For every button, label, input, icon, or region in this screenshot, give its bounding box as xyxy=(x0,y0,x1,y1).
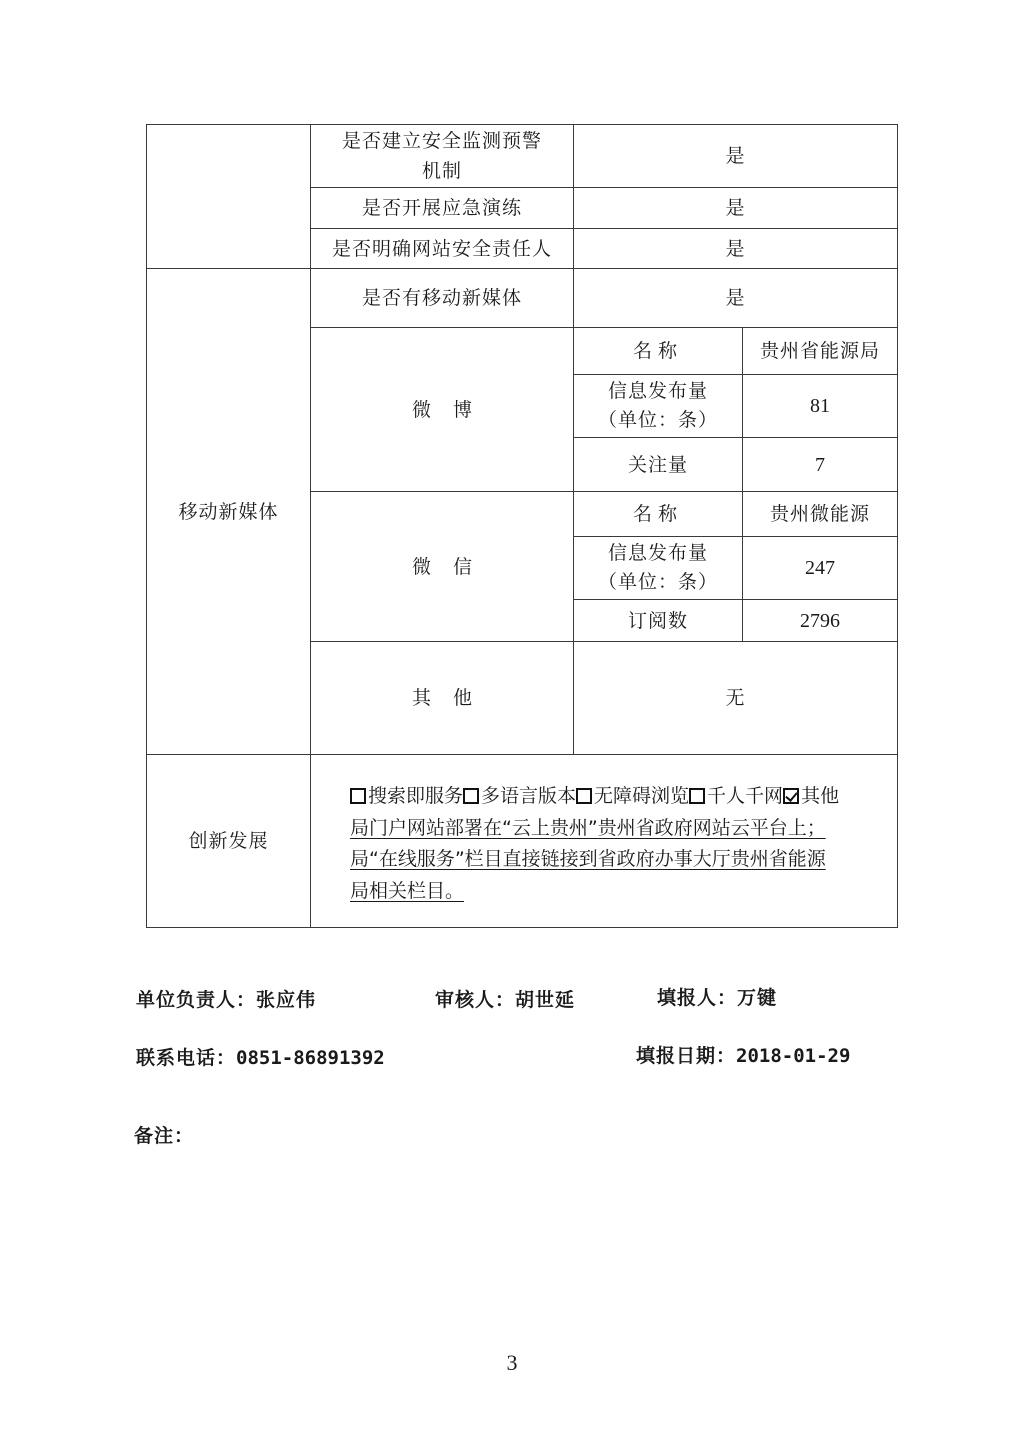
option-personalized: 千人千网 xyxy=(707,785,784,807)
wechat-posts-label xyxy=(574,537,742,599)
weibo-followers-label: 关注量 xyxy=(627,453,688,476)
remarks-label: 备注： xyxy=(134,1125,195,1147)
weibo-name-label: 名称 xyxy=(632,340,683,362)
wechat-subscribers-value: 2796 xyxy=(800,609,840,632)
date-value: 2018-01-29 xyxy=(736,1045,851,1067)
reviewer-label: 审核人： xyxy=(435,989,516,1011)
wechat-posts-value: 247 xyxy=(805,557,835,579)
date-label: 填报日期： xyxy=(636,1045,737,1067)
weibo-posts-value: 81 xyxy=(810,395,830,417)
innovation-options-line xyxy=(350,781,890,813)
unit-head-value: 张应伟 xyxy=(256,989,317,1011)
wechat-name-value: 贵州微能源 xyxy=(769,503,870,525)
wechat-subscribers-label: 订阅数 xyxy=(627,609,688,632)
monitoring-value: 是 xyxy=(725,145,746,167)
fill-date xyxy=(636,1041,850,1068)
option-accessibility: 无障碍浏览 xyxy=(594,785,690,807)
option-multilingual: 多语言版本 xyxy=(481,785,577,807)
unit-head-label: 单位负责人： xyxy=(136,989,257,1011)
weibo-name-value: 贵州省能源局 xyxy=(759,340,880,362)
monitoring-label-line2: 机制 xyxy=(421,160,462,182)
page-number: 3 xyxy=(506,1350,518,1375)
has-media-value: 是 xyxy=(725,287,746,309)
checkbox-search-service[interactable] xyxy=(350,788,366,804)
reviewer-value: 胡世延 xyxy=(515,989,576,1011)
weibo-posts-label-line2: （单位：条） xyxy=(597,409,718,431)
other-media-value: 无 xyxy=(725,687,746,709)
monitoring-label xyxy=(311,125,573,187)
phone-label: 联系电话： xyxy=(136,1047,237,1069)
innovation-section-label: 创新发展 xyxy=(188,830,269,852)
unit-head xyxy=(136,985,316,1012)
has-media-label: 是否有移动新媒体 xyxy=(361,287,522,309)
table-border xyxy=(897,124,898,927)
option-search-service: 搜索即服务 xyxy=(368,785,464,807)
wechat-posts-label-line1: 信息发布量 xyxy=(607,542,708,564)
filler-value: 万键 xyxy=(737,987,778,1009)
phone-value: 0851-86891392 xyxy=(236,1047,385,1069)
weibo-followers-value: 7 xyxy=(815,453,825,476)
drill-value: 是 xyxy=(725,197,746,219)
mobile-section-label: 移动新媒体 xyxy=(178,500,279,523)
responsible-value: 是 xyxy=(725,237,746,260)
contact-phone xyxy=(136,1043,385,1070)
wechat-label: 微信 xyxy=(411,555,494,578)
weibo-label: 微博 xyxy=(411,398,494,421)
checkbox-personalized[interactable] xyxy=(689,788,705,804)
innovation-other-text-line3: 局相关栏目。 xyxy=(350,879,465,902)
wechat-name-label: 名称 xyxy=(632,503,683,525)
wechat-posts-label-line2: （单位：条） xyxy=(597,571,718,593)
checkbox-other[interactable] xyxy=(783,788,799,804)
drill-label: 是否开展应急演练 xyxy=(361,197,522,219)
innovation-other-text-line2: 局“在线服务”栏目直接链接到省政府办事大厅贵州省能源 xyxy=(350,848,826,870)
table-border xyxy=(146,927,898,928)
checkbox-multilingual[interactable] xyxy=(463,788,479,804)
weibo-posts-label-line1: 信息发布量 xyxy=(607,380,708,402)
reviewer xyxy=(435,985,575,1012)
monitoring-label-line1: 是否建立安全监测预警 xyxy=(341,130,542,152)
remarks xyxy=(134,1121,194,1148)
filler xyxy=(657,983,777,1010)
innovation-content xyxy=(350,781,890,907)
checkbox-accessibility[interactable] xyxy=(576,788,592,804)
option-other: 其他 xyxy=(801,785,840,807)
other-media-label: 其他 xyxy=(411,687,494,709)
filler-label: 填报人： xyxy=(657,987,738,1009)
weibo-posts-label xyxy=(574,375,742,437)
responsible-label: 是否明确网站安全责任人 xyxy=(331,237,552,260)
innovation-other-text-line1: 局门户网站部署在“云上贵州”贵州省政府网站云平台上； xyxy=(350,816,826,839)
